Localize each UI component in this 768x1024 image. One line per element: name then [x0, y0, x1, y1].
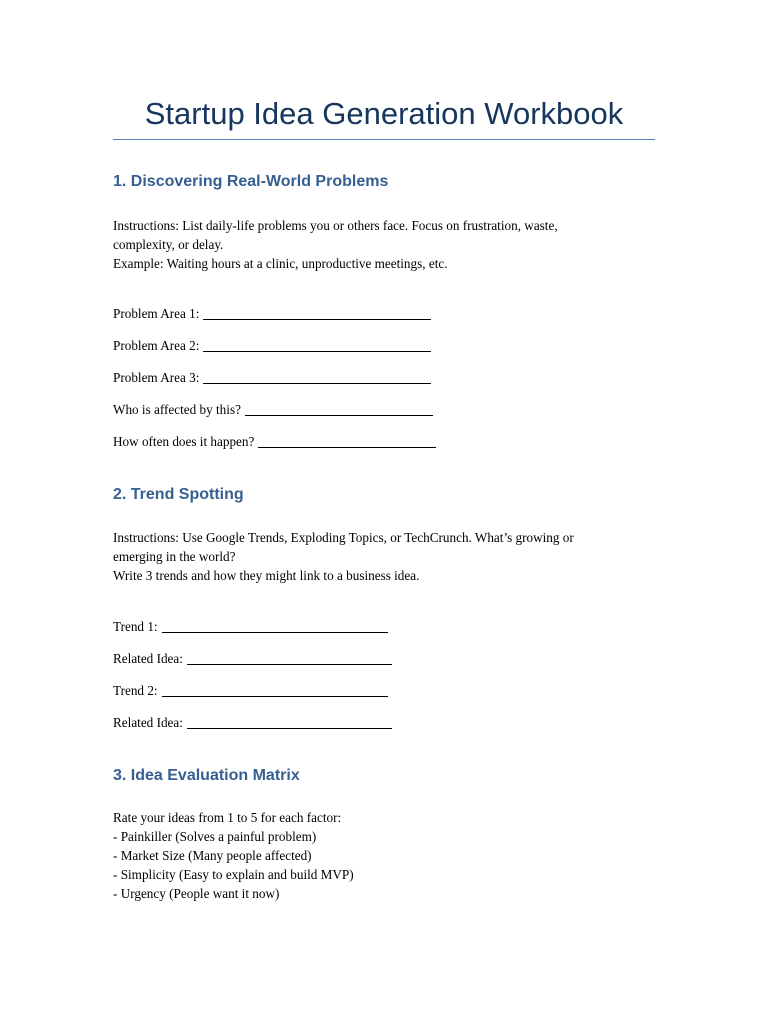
instruction-line: Example: Waiting hours at a clinic, unproductive meetings, etc. — [113, 256, 448, 271]
instruction-line: Instructions: Use Google Trends, Exploding Topics, or TechCrunch. What’s growing or — [113, 530, 574, 545]
factor-item: - Urgency (People want it now) — [113, 886, 280, 901]
section-3-heading: 3. Idea Evaluation Matrix — [113, 767, 300, 784]
section-3-instructions — [113, 808, 633, 903]
frequency-field — [113, 433, 436, 451]
affected-field — [113, 401, 433, 419]
trend-1-input[interactable] — [162, 620, 388, 633]
field-label: How often does it happen? — [113, 434, 255, 449]
related-idea-2-field — [113, 714, 392, 732]
related-idea-1-field — [113, 650, 392, 668]
problem-area-1-input[interactable] — [203, 307, 431, 320]
instruction-line: Write 3 trends and how they might link to a business idea. — [113, 568, 420, 583]
section-1-instructions — [113, 216, 633, 273]
instruction-line: emerging in the world? — [113, 549, 236, 564]
field-label: Problem Area 3: — [113, 370, 200, 385]
document-title: Startup Idea Generation Workbook — [144, 96, 624, 131]
field-label: Problem Area 2: — [113, 338, 200, 353]
frequency-input[interactable] — [258, 435, 436, 448]
trend-1-field — [113, 618, 388, 636]
problem-area-3-input[interactable] — [203, 371, 431, 384]
factor-item: - Market Size (Many people affected) — [113, 848, 312, 863]
section-2-instructions — [113, 528, 633, 585]
related-idea-1-input[interactable] — [187, 652, 392, 665]
factor-item: - Painkiller (Solves a painful problem) — [113, 829, 317, 844]
problem-area-2-input[interactable] — [203, 339, 431, 352]
problem-area-2-field — [113, 337, 431, 355]
related-idea-2-input[interactable] — [187, 716, 392, 729]
field-label: Related Idea: — [113, 715, 183, 730]
field-label: Trend 1: — [113, 619, 158, 634]
trend-2-field — [113, 682, 388, 700]
trend-2-input[interactable] — [162, 684, 388, 697]
field-label: Who is affected by this? — [113, 402, 241, 417]
instruction-line: complexity, or delay. — [113, 237, 224, 252]
problem-area-1-field — [113, 305, 431, 323]
factor-item: - Simplicity (Easy to explain and build MVP) — [113, 867, 354, 882]
instruction-line: Rate your ideas from 1 to 5 for each factor: — [113, 810, 342, 825]
problem-area-3-field — [113, 369, 431, 387]
instruction-line: Instructions: List daily-life problems you or others face. Focus on frustration, waste, — [113, 218, 558, 233]
section-2-heading: 2. Trend Spotting — [113, 486, 244, 503]
affected-input[interactable] — [245, 403, 433, 416]
title-divider — [113, 139, 655, 140]
field-label: Related Idea: — [113, 651, 183, 666]
field-label: Trend 2: — [113, 683, 158, 698]
section-1-heading: 1. Discovering Real-World Problems — [113, 173, 389, 190]
field-label: Problem Area 1: — [113, 306, 200, 321]
